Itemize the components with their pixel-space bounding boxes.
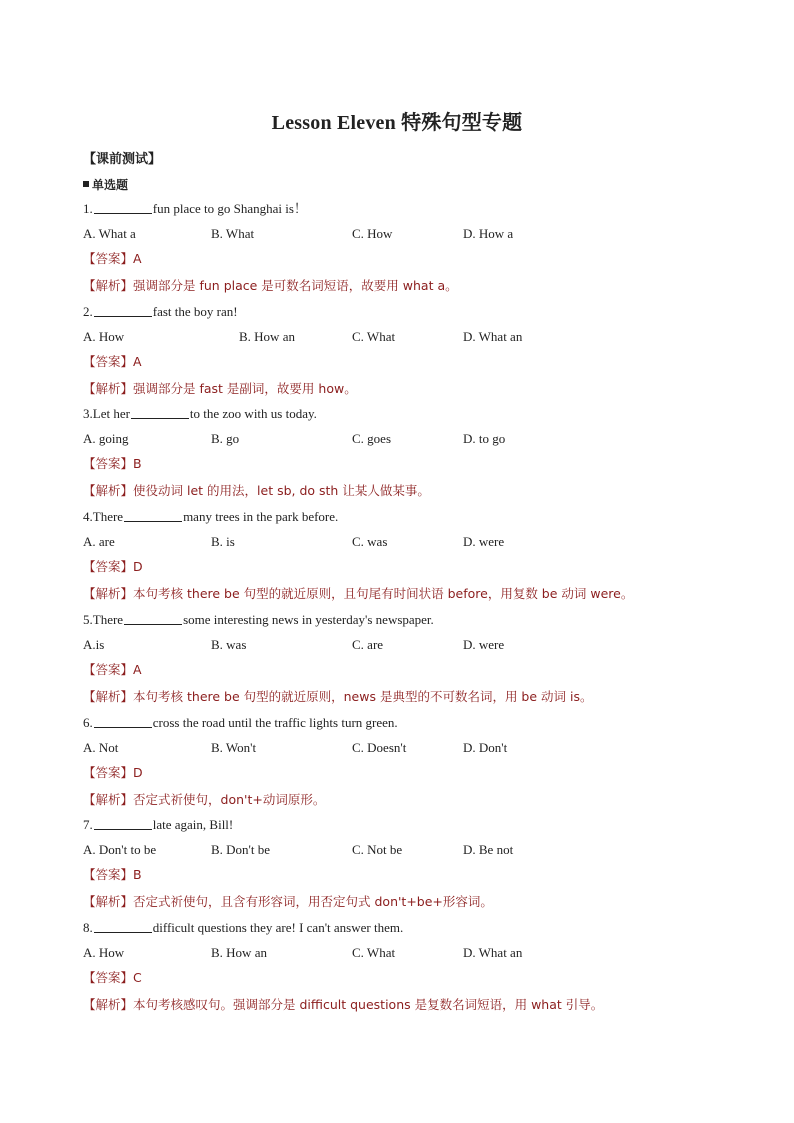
question-text: late again, Bill!: [152, 817, 234, 832]
question-number: 3.Let her: [83, 406, 130, 421]
explanation-text: 本句考核 there be 句型的就近原则，且句尾有时间状语 before，用复数 be 动词 were。: [133, 586, 634, 601]
question-stem: [83, 610, 592, 630]
question-5: [83, 610, 592, 707]
question-number: 1.: [83, 201, 93, 216]
question-stem: [83, 507, 633, 527]
option-a: A. are: [83, 534, 115, 549]
question-number: 2.: [83, 304, 93, 319]
option-a: A. Don't to be: [83, 842, 157, 857]
explanation-text: 使役动词 let 的用法，let sb, do sth 让某人做某事。: [133, 483, 430, 498]
answer-line: 【答案】C: [83, 970, 142, 985]
answer-blank: [94, 304, 152, 317]
options-row: [83, 224, 514, 244]
option-c: C. What: [352, 329, 396, 344]
page-title: Lesson Eleven 特殊句型专题: [271, 112, 523, 134]
answer-blank: [94, 715, 152, 728]
options-row: [83, 429, 506, 449]
option-c: C. are: [352, 637, 384, 652]
explanation-label: 【解析】: [83, 894, 134, 909]
question-stem: [83, 302, 357, 322]
explanation-label: 【解析】: [83, 792, 134, 807]
question-1: [83, 199, 514, 296]
answer-blank: [94, 201, 152, 214]
explanation-line: [83, 892, 493, 912]
options-row: [83, 532, 633, 552]
question-4: [83, 507, 633, 604]
answer-line: 【答案】D: [83, 765, 143, 780]
explanation-line: [83, 584, 633, 604]
answer-line: 【答案】B: [83, 456, 142, 471]
option-c: C. was: [352, 534, 388, 549]
question-stem: [83, 404, 430, 424]
option-c: C. goes: [352, 431, 391, 446]
answer-blank: [94, 817, 152, 830]
option-c: C. Doesn't: [352, 740, 407, 755]
option-a: A. How: [83, 329, 125, 344]
question-number: 8.: [83, 920, 93, 935]
explanation-label: 【解析】: [83, 586, 134, 601]
explanation-label: 【解析】: [83, 381, 134, 396]
answer-blank: [94, 920, 152, 933]
explanation-text: 本句考核感叹句。强调部分是 difficult questions 是复数名词短语，用 what 引导。: [133, 997, 604, 1012]
explanation-text: 本句考核 there be 句型的就近原则，news 是典型的不可数名词，用 be 动词 is。: [133, 689, 593, 704]
question-text: many trees in the park before.: [183, 509, 339, 524]
explanation-text: 强调部分是 fast 是副词，故要用 how。: [133, 381, 357, 396]
option-b: B. How an: [239, 329, 295, 344]
option-b: B. What: [211, 226, 255, 241]
option-c: C. Not be: [352, 842, 403, 857]
square-bullet-icon: [83, 181, 89, 187]
answer-line: 【答案】A: [83, 251, 142, 266]
subsection-label: 单选题: [92, 178, 129, 192]
question-2: [83, 302, 523, 399]
option-a: A. What a: [83, 226, 136, 241]
option-b: B. is: [211, 534, 235, 549]
answer-blank: [124, 509, 182, 522]
option-d: D. were: [463, 637, 505, 652]
question-stem: [83, 713, 398, 733]
option-d: D. What an: [463, 329, 523, 344]
options-row: [83, 840, 514, 860]
subsection-heading: [83, 176, 128, 193]
option-c: C. How: [352, 226, 393, 241]
answer-line: 【答案】B: [83, 867, 142, 882]
explanation-line: [83, 687, 592, 707]
option-d: D. Don't: [463, 740, 508, 755]
question-text: some interesting news in yesterday's newspaper.: [183, 612, 434, 627]
explanation-text: 否定式祈使句，don't+动词原形。: [133, 792, 326, 807]
question-stem: [83, 918, 603, 938]
option-b: B. was: [211, 637, 247, 652]
question-text: difficult questions they are! I can't answer them.: [152, 920, 404, 935]
option-b: B. go: [211, 431, 240, 446]
question-number: 4.There: [83, 509, 124, 524]
explanation-label: 【解析】: [83, 997, 134, 1012]
answer-line: 【答案】A: [83, 354, 142, 369]
option-d: D. Be not: [463, 842, 514, 857]
options-row: [83, 943, 603, 963]
answer-line: 【答案】A: [83, 662, 142, 677]
explanation-label: 【解析】: [83, 483, 134, 498]
option-d: D. to go: [463, 431, 506, 446]
option-a: A.is: [83, 637, 105, 652]
explanation-line: [83, 995, 603, 1015]
question-6: [83, 713, 508, 810]
question-stem: [83, 815, 493, 835]
explanation-label: 【解析】: [83, 278, 134, 293]
question-7: [83, 815, 514, 912]
explanation-text: 强调部分是 fun place 是可数名词短语，故要用 what a。: [133, 278, 458, 293]
option-a: A. going: [83, 431, 129, 446]
question-number: 7.: [83, 817, 93, 832]
options-row: [83, 635, 592, 655]
section-heading: 【课前测试】: [83, 152, 162, 167]
options-row: [83, 327, 523, 347]
option-c: C. What: [352, 945, 396, 960]
explanation-line: [83, 790, 398, 810]
option-d: D. What an: [463, 945, 523, 960]
question-text: cross the road until the traffic lights turn green.: [152, 715, 398, 730]
option-a: A. How: [83, 945, 125, 960]
answer-blank: [131, 406, 189, 419]
explanation-label: 【解析】: [83, 689, 134, 704]
explanation-line: [83, 276, 458, 296]
option-b: B. Don't be: [211, 842, 271, 857]
option-a: A. Not: [83, 740, 119, 755]
question-8: [83, 918, 603, 1015]
option-b: B. Won't: [211, 740, 257, 755]
question-3: [83, 404, 506, 501]
answer-blank: [124, 612, 182, 625]
explanation-line: [83, 379, 357, 399]
options-row: [83, 738, 508, 758]
question-text: fast the boy ran!: [152, 304, 238, 319]
question-stem: [83, 199, 458, 219]
answer-line: 【答案】D: [83, 559, 143, 574]
option-d: D. How a: [463, 226, 514, 241]
question-number: 6.: [83, 715, 93, 730]
option-b: B. How an: [211, 945, 267, 960]
option-d: D. were: [463, 534, 505, 549]
explanation-text: 否定式祈使句，且含有形容词，用否定句式 don't+be+形容词。: [133, 894, 493, 909]
question-text: fun place to go Shanghai is！: [152, 201, 307, 216]
question-text: to the zoo with us today.: [189, 406, 317, 421]
question-number: 5.There: [83, 612, 124, 627]
explanation-line: [83, 481, 430, 501]
